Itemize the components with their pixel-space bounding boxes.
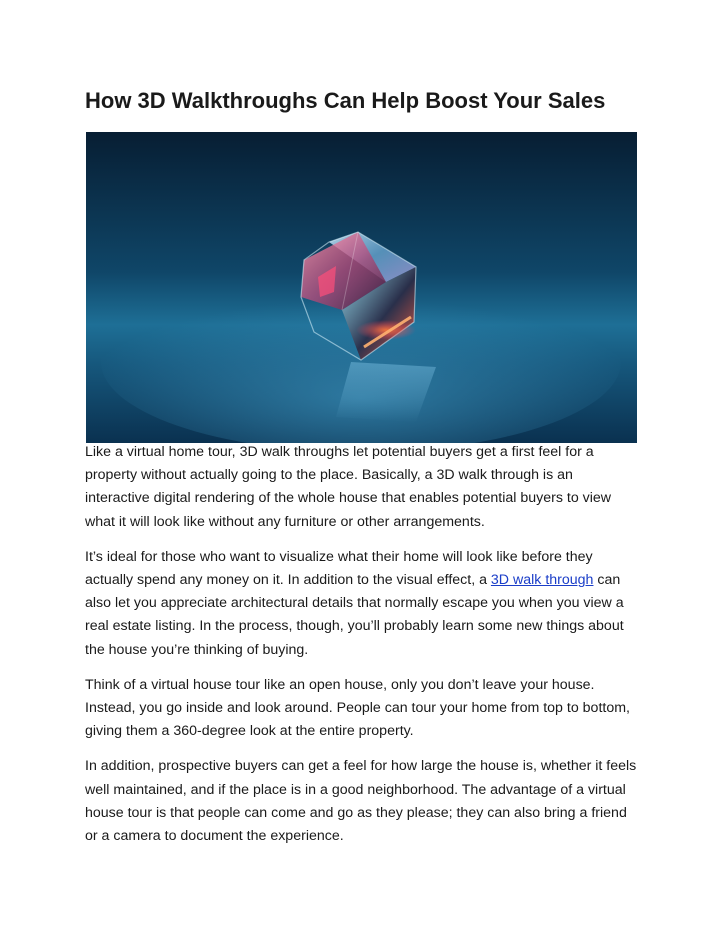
article-body	[85, 441, 640, 860]
paragraph-2-tail: can also let you appreciate architectural details that normally escape you when you view a real estate listing. In the process, though, you’ll probably learn some new things about the house you’re thinking of buying.	[85, 572, 624, 658]
article-title: How 3D Walkthroughs Can Help Boost Your Sales	[85, 88, 606, 113]
3d-walk-through-link[interactable]: 3D walk through	[490, 572, 594, 589]
paragraph-4: In addition, prospective buyers can get a feel for how large the house is, whether it feels well maintained, and if the place is in a good neighborhood. The advantage of a virtual house tour is that people can come and go as they please; they can also bring a friend or a camera to document the experience.	[85, 758, 637, 845]
glass-cube-illustration	[86, 132, 637, 443]
hero-image	[86, 132, 637, 443]
paragraph-3: Think of a virtual house tour like an open house, only you don’t leave your house. Instead, you go inside and look around. People can tour your home from top to bottom, giving them a 360-degree look at the entire property.	[85, 676, 630, 740]
paragraph-2	[85, 546, 640, 662]
paragraph-1: Like a virtual home tour, 3D walk throughs let potential buyers get a first feel for a property without actually going to the place. Basically, a 3D walk through is an interactive digital rendering of the whole house that enables potential buyers to view what it will look like without any furniture or other arrangements.	[85, 444, 612, 530]
paragraph-2-lead: It’s ideal for those who want to visualize what their home will look like before they actually spend any money on it. In addition to the visual effect, a	[85, 548, 593, 589]
